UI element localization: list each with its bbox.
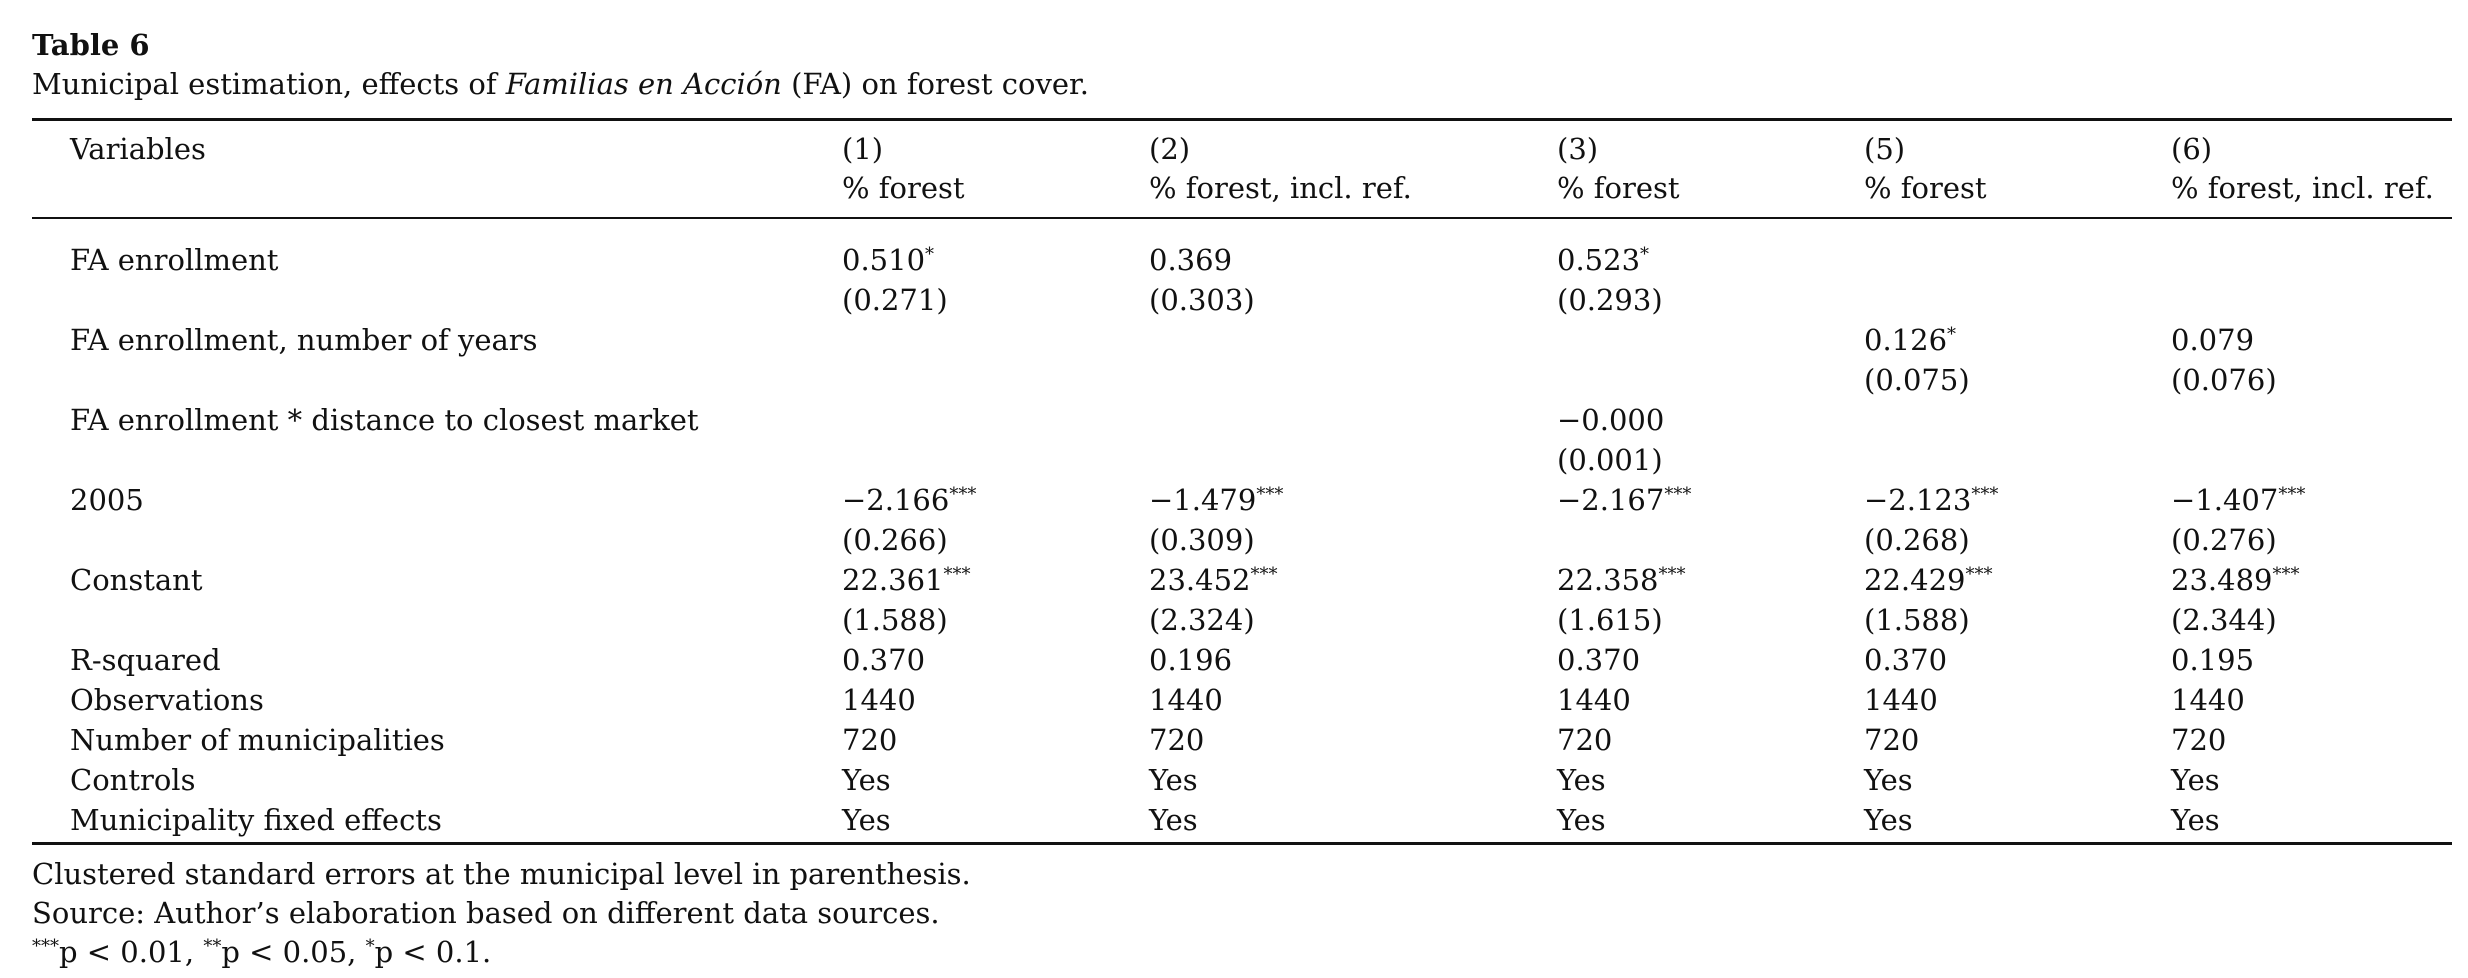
stat-cell: Yes — [1149, 763, 1198, 797]
stat-cell: 0.196 — [1149, 643, 1233, 677]
se-cell — [2171, 280, 2451, 320]
row-label: Municipality fixed effects — [70, 803, 442, 837]
header-row-numbers — [70, 130, 2451, 169]
se-cell: (0.076) — [2171, 363, 2277, 397]
se-cell: (0.309) — [1149, 523, 1255, 557]
row-label: Observations — [70, 683, 264, 717]
stat-cell: Yes — [1557, 763, 1606, 797]
coef-cell: −2.123*** — [1864, 483, 1999, 517]
bottom-rule — [32, 842, 2452, 845]
coef-cell: −2.166*** — [842, 483, 977, 517]
se-cell — [1864, 280, 2171, 320]
stat-cell: 720 — [1557, 723, 1613, 757]
stat-cell: 0.195 — [2171, 643, 2255, 677]
title-program-name: Familias en Acción — [505, 67, 782, 101]
stat-cell: Yes — [2171, 803, 2220, 837]
stat-cell: Yes — [1864, 803, 1913, 837]
column-number: (1) — [842, 132, 884, 166]
stat-cell: Yes — [1557, 803, 1606, 837]
column-dependent: % forest — [842, 171, 965, 205]
note-source: Source: Author’s elaboration based on different data sources. — [32, 896, 940, 930]
se-cell: (0.075) — [1864, 363, 1970, 397]
se-cell: (0.276) — [2171, 523, 2277, 557]
se-cell: (0.271) — [842, 283, 948, 317]
coef-cell: −0.000 — [1557, 403, 1665, 437]
table-row-se — [70, 280, 2451, 320]
stat-cell: 1440 — [1557, 683, 1631, 717]
stat-cell: Yes — [842, 763, 891, 797]
coef-cell: 0.510* — [842, 243, 935, 277]
se-cell — [1557, 360, 1864, 400]
header-variables: Variables — [70, 132, 206, 166]
note-standard-errors: Clustered standard errors at the municipal level in parenthesis. — [32, 857, 971, 891]
se-cell: (0.303) — [1149, 283, 1255, 317]
table-row — [70, 400, 2451, 440]
top-rule — [32, 118, 2452, 121]
coef-cell — [1864, 400, 2171, 440]
row-label: FA enrollment — [70, 243, 279, 277]
coef-cell: 22.361*** — [842, 563, 971, 597]
stats-row — [70, 720, 2451, 760]
table-label: Table 6 — [32, 28, 150, 62]
coef-cell — [1864, 240, 2171, 280]
stat-cell: Yes — [1864, 763, 1913, 797]
title-part-2: (FA) on forest cover. — [781, 67, 1089, 101]
regression-table — [70, 130, 2451, 840]
coef-cell: 0.079 — [2171, 323, 2255, 357]
se-cell: (0.001) — [1557, 443, 1663, 477]
se-cell — [1864, 440, 2171, 480]
column-number: (5) — [1864, 132, 1906, 166]
table-row — [70, 560, 2451, 600]
table-title — [32, 64, 1089, 104]
coef-cell: 0.369 — [1149, 243, 1233, 277]
se-cell — [2171, 440, 2451, 480]
row-label: Constant — [70, 563, 203, 597]
table-row — [70, 240, 2451, 280]
stat-cell: 1440 — [2171, 683, 2245, 717]
stat-cell: 0.370 — [1557, 643, 1641, 677]
se-cell: (1.588) — [1864, 603, 1970, 637]
note-significance: ***p < 0.01, **p < 0.05, *p < 0.1. — [32, 935, 492, 969]
column-number: (3) — [1557, 132, 1599, 166]
table-row-se — [70, 440, 2451, 480]
stat-cell: 720 — [1149, 723, 1205, 757]
header-row-dependent — [70, 169, 2451, 208]
row-label: Number of municipalities — [70, 723, 445, 757]
stat-cell: Yes — [842, 803, 891, 837]
table-notes — [32, 855, 971, 972]
se-cell: (1.588) — [842, 603, 948, 637]
stat-cell: Yes — [1149, 803, 1198, 837]
stats-row — [70, 760, 2451, 800]
coef-cell: 0.523* — [1557, 243, 1650, 277]
column-number: (6) — [2171, 132, 2213, 166]
table-row-se — [70, 520, 2451, 560]
stat-cell: Yes — [2171, 763, 2220, 797]
row-label: FA enrollment * distance to closest market — [70, 403, 699, 437]
se-cell — [1557, 520, 1864, 560]
stat-cell: 1440 — [1864, 683, 1938, 717]
header-gap — [70, 208, 2451, 240]
stat-cell: 720 — [842, 723, 898, 757]
row-label: Controls — [70, 763, 196, 797]
se-cell: (0.268) — [1864, 523, 1970, 557]
coef-cell: −1.407*** — [2171, 483, 2306, 517]
coef-cell: −2.167*** — [1557, 483, 1692, 517]
column-dependent: % forest, incl. ref. — [2171, 171, 2434, 205]
coef-cell — [2171, 400, 2451, 440]
se-cell: (2.344) — [2171, 603, 2277, 637]
stat-cell: 1440 — [842, 683, 916, 717]
table-row-se — [70, 360, 2451, 400]
column-number: (2) — [1149, 132, 1191, 166]
se-cell — [1149, 360, 1557, 400]
stats-row — [70, 800, 2451, 840]
stats-row — [70, 680, 2451, 720]
coef-cell — [1149, 320, 1557, 360]
stats-row — [70, 640, 2451, 680]
coef-cell — [1149, 400, 1557, 440]
table-row — [70, 480, 2451, 520]
table-row — [70, 320, 2451, 360]
se-cell: (0.266) — [842, 523, 948, 557]
table-row-se — [70, 600, 2451, 640]
row-label: FA enrollment, number of years — [70, 323, 538, 357]
row-label: R-squared — [70, 643, 221, 677]
se-cell — [842, 440, 1149, 480]
column-dependent: % forest, incl. ref. — [1149, 171, 1412, 205]
table-caption — [32, 26, 1089, 104]
coef-cell — [2171, 240, 2451, 280]
stat-cell: 0.370 — [842, 643, 926, 677]
se-cell: (0.293) — [1557, 283, 1663, 317]
coef-cell — [1557, 320, 1864, 360]
coef-cell — [842, 400, 1149, 440]
title-part-1: Municipal estimation, effects of — [32, 67, 506, 101]
coef-cell: −1.479*** — [1149, 483, 1284, 517]
se-cell: (1.615) — [1557, 603, 1663, 637]
stat-cell: 1440 — [1149, 683, 1223, 717]
column-dependent: % forest — [1864, 171, 1987, 205]
stat-cell: 720 — [2171, 723, 2227, 757]
stat-cell: 0.370 — [1864, 643, 1948, 677]
stat-cell: 720 — [1864, 723, 1920, 757]
se-cell: (2.324) — [1149, 603, 1255, 637]
se-cell — [842, 360, 1149, 400]
coef-cell: 0.126* — [1864, 323, 1957, 357]
coef-cell: 22.429*** — [1864, 563, 1993, 597]
coef-cell: 23.452*** — [1149, 563, 1278, 597]
column-dependent: % forest — [1557, 171, 1680, 205]
se-cell — [1149, 440, 1557, 480]
coef-cell: 23.489*** — [2171, 563, 2300, 597]
row-label: 2005 — [70, 483, 144, 517]
coef-cell — [842, 320, 1149, 360]
coef-cell: 22.358*** — [1557, 563, 1686, 597]
